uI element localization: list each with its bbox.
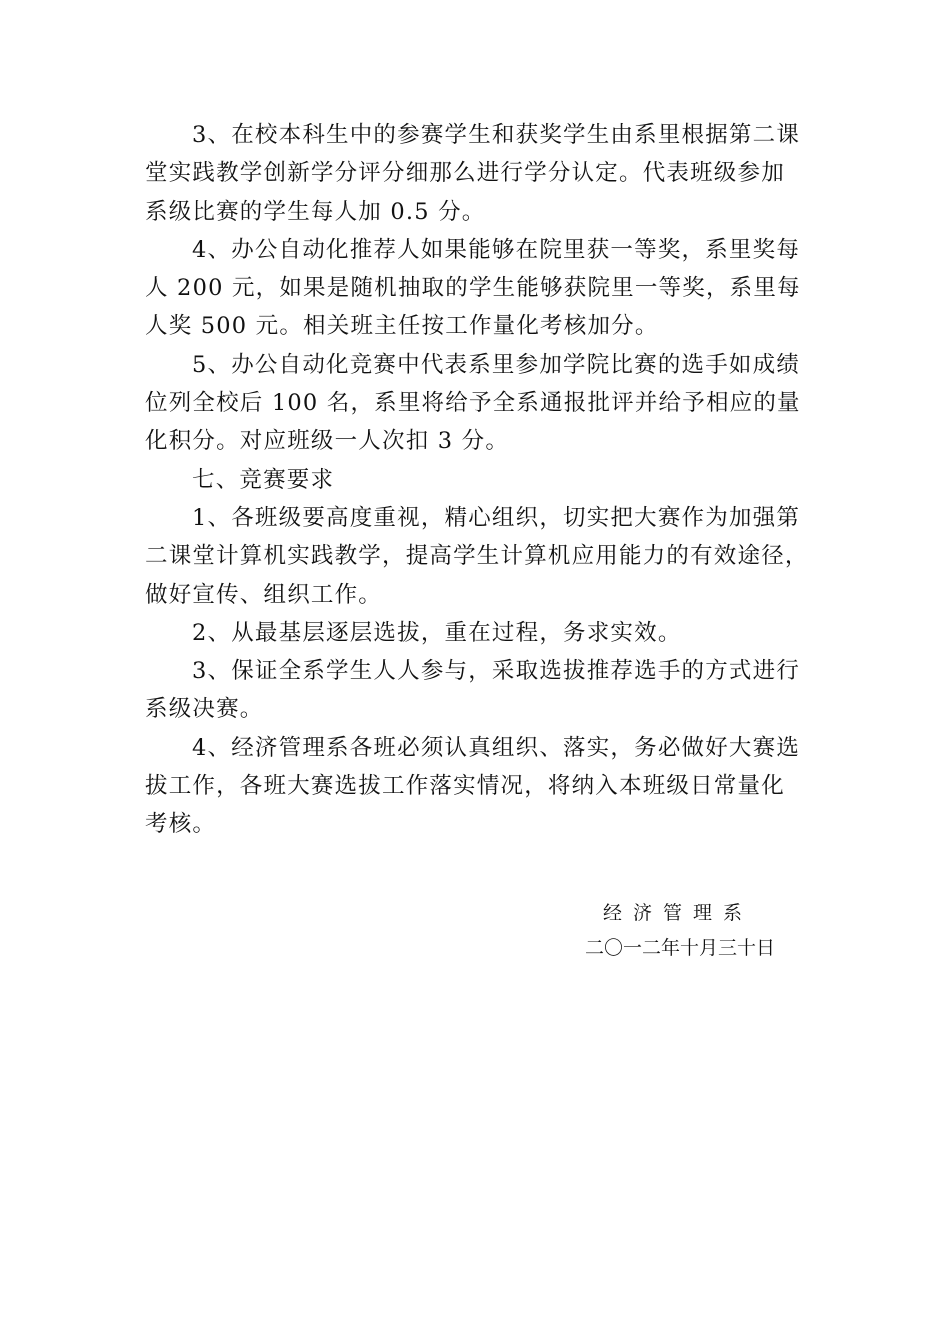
text-line: 4、经济管理系各班必须认真组织、落实，务必做好大赛选 — [192, 734, 801, 761]
text-line: 堂实践教学创新学分评分细那么进行学分认定。代表班级参加 — [145, 160, 785, 187]
text-line: 化积分。对应班级一人次扣 3 分。 — [145, 428, 510, 455]
text-line: 1、各班级要高度重视，精心组织，切实把大赛作为加强第 — [192, 504, 801, 531]
paragraph-requirement-2 — [145, 614, 815, 652]
text-line: 2、从最基层逐层选拔，重在过程，务求实效。 — [192, 619, 682, 646]
document-body — [145, 116, 815, 844]
signature-date: 二〇一二年十月三十日 — [585, 937, 776, 959]
paragraph-requirement-3 — [145, 652, 815, 729]
section-heading-text: 七、竞赛要求 — [192, 466, 335, 493]
text-line: 做好宣传、组织工作。 — [145, 581, 383, 608]
text-line: 系级决赛。 — [145, 696, 264, 723]
text-line: 3、在校本科生中的参赛学生和获奖学生由系里根据第二课 — [192, 122, 801, 148]
paragraph-requirement-4 — [145, 729, 815, 844]
text-line: 4、办公自动化推荐人如果能够在院里获一等奖，系里奖每 — [192, 236, 801, 263]
text-line: 5、办公自动化竞赛中代表系里参加学院比赛的选手如成绩 — [192, 351, 801, 378]
text-line: 系级比赛的学生每人加 0.5 分。 — [145, 198, 486, 225]
text-line: 考核。 — [145, 811, 217, 838]
text-line: 二课堂计算机实践教学，提高学生计算机应用能力的有效途径， — [145, 543, 809, 570]
paragraph-item-5-penalty — [145, 346, 815, 461]
paragraph-item-3-credits — [145, 116, 815, 231]
section-heading-requirements — [145, 461, 815, 499]
text-line: 拔工作，各班大赛选拔工作落实情况，将纳入本班级日常量化 — [145, 773, 785, 800]
text-line: 人 200 元，如果是随机抽取的学生能够获院里一等奖，系里每 — [145, 275, 801, 302]
signature-department: 经济管理系 — [603, 902, 754, 924]
paragraph-requirement-1 — [145, 499, 815, 614]
paragraph-item-4-awards — [145, 231, 815, 346]
text-line: 3、保证全系学生人人参与，采取选拔推荐选手的方式进行 — [192, 658, 801, 685]
text-line: 位列全校后 100 名，系里将给予全系通报批评并给予相应的量 — [145, 390, 801, 417]
text-line: 人奖 500 元。相关班主任按工作量化考核加分。 — [145, 313, 659, 340]
